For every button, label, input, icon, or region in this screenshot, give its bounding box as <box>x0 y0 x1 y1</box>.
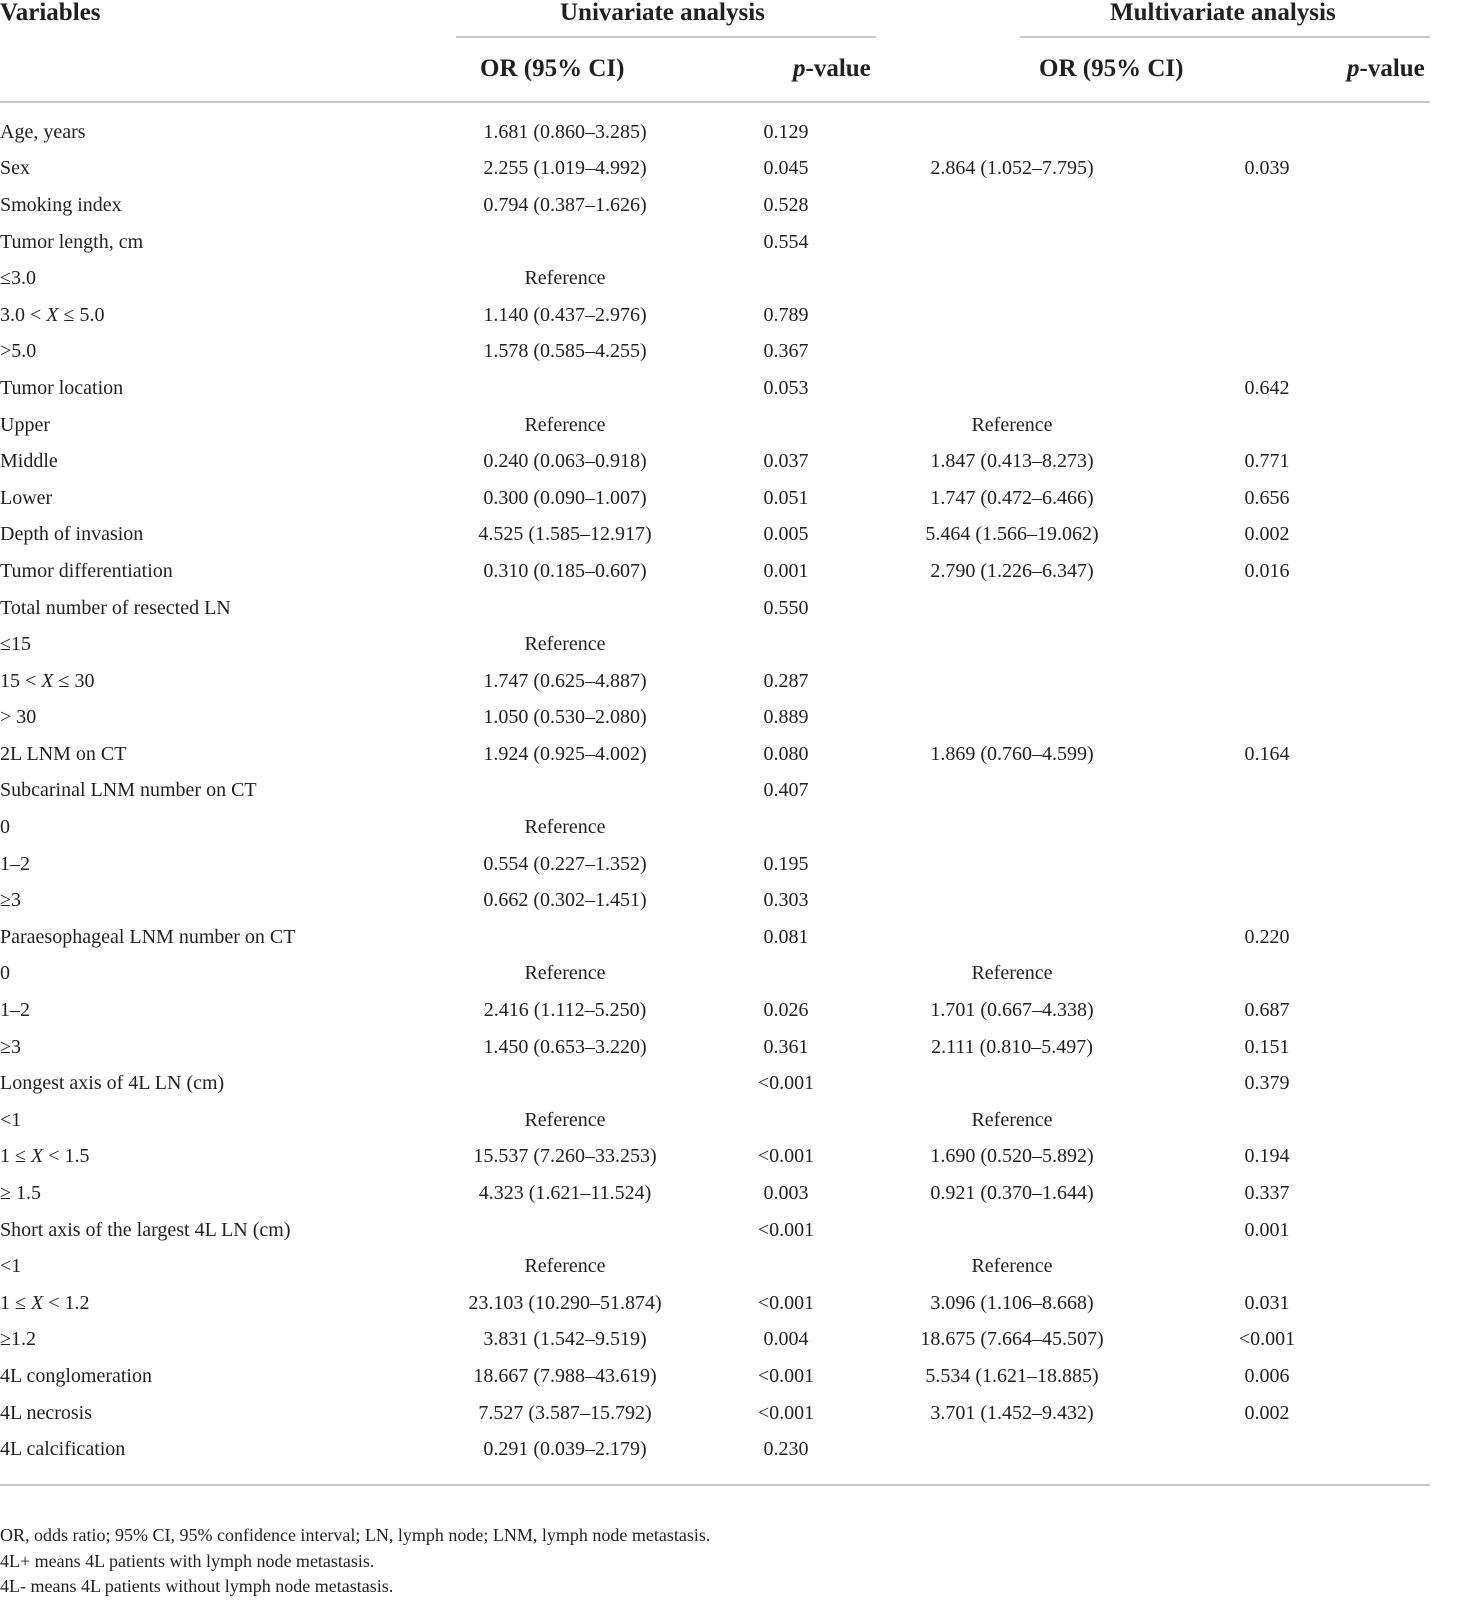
row-label: Middle <box>0 450 58 473</box>
univariate-p-cell: 0.230 <box>763 1438 809 1461</box>
row-label: Depth of invasion <box>0 523 144 546</box>
multivariate-or-cell <box>882 663 1142 700</box>
table-row <box>0 517 1392 554</box>
univariate-or-cell: 4.525 (1.585–12.917) <box>478 523 652 546</box>
table-row <box>0 1065 1392 1102</box>
univariate-or-cell: 0.554 (0.227–1.352) <box>483 852 647 875</box>
univariate-p-cell: <0.001 <box>757 1291 815 1314</box>
univariate-or-cell: 3.831 (1.542–9.519) <box>483 1328 647 1351</box>
univariate-or-cell: Reference <box>524 1108 606 1131</box>
multivariate-p-cell: 0.016 <box>1244 559 1290 582</box>
table-row <box>0 1431 1392 1468</box>
row-label: Smoking index <box>0 193 122 216</box>
row-label: 1–2 <box>0 852 30 875</box>
multivariate-or-cell <box>882 114 1142 151</box>
header-variables: Variables <box>0 0 101 26</box>
table-row <box>0 187 1392 224</box>
multivariate-p-cell <box>1142 114 1392 151</box>
multivariate-or-cell <box>882 1212 1142 1249</box>
multivariate-p-cell <box>1142 846 1392 883</box>
multivariate-p-cell: 0.039 <box>1244 157 1290 180</box>
table-row <box>0 882 1392 919</box>
multivariate-or-cell: 18.675 (7.664–45.507) <box>920 1328 1104 1351</box>
table-row <box>0 1285 1392 1322</box>
row-label: ≤15 <box>0 633 31 656</box>
multivariate-p-cell: 0.337 <box>1244 1182 1290 1205</box>
table-row <box>0 1358 1392 1395</box>
univariate-p-cell: 0.080 <box>763 742 809 765</box>
univariate-p-cell <box>690 1102 882 1139</box>
row-label: > 30 <box>0 706 37 729</box>
multivariate-or-cell <box>882 882 1142 919</box>
table-row <box>0 224 1392 261</box>
row-label: Tumor length, cm <box>0 230 144 253</box>
multivariate-or-cell: 2.790 (1.226–6.347) <box>930 559 1094 582</box>
multivariate-or-cell <box>882 809 1142 846</box>
table-row <box>0 700 1392 737</box>
row-label: 3.0 < X ≤ 5.0 <box>0 303 105 326</box>
row-label: Lower <box>0 486 53 509</box>
table-row <box>0 956 1392 993</box>
row-label: Total number of resected LN <box>0 596 231 619</box>
multivariate-p-cell <box>1142 809 1392 846</box>
univariate-p-cell: 0.045 <box>763 157 809 180</box>
multivariate-p-cell <box>1142 334 1392 371</box>
row-label: ≥3 <box>0 889 21 912</box>
multivariate-or-cell <box>882 846 1142 883</box>
univariate-or-cell: 2.416 (1.112–5.250) <box>483 999 647 1022</box>
multivariate-or-cell: Reference <box>971 1108 1053 1131</box>
header-univariate-p: p-value <box>793 55 871 82</box>
table-row <box>0 480 1392 517</box>
multivariate-or-cell <box>882 260 1142 297</box>
row-label: Tumor location <box>0 376 124 399</box>
multivariate-p-cell: 0.642 <box>1244 376 1290 399</box>
table-row <box>0 1248 1392 1285</box>
multivariate-p-cell <box>1142 882 1392 919</box>
row-label: >5.0 <box>0 340 37 363</box>
multivariate-or-cell: Reference <box>971 962 1053 985</box>
univariate-p-cell: 0.003 <box>763 1182 809 1205</box>
multivariate-or-cell <box>882 919 1142 956</box>
header-univariate: Univariate analysis <box>560 0 765 26</box>
univariate-or-cell <box>440 224 690 261</box>
multivariate-or-cell <box>882 370 1142 407</box>
row-label: ≥1.2 <box>0 1328 36 1351</box>
results-table <box>0 114 1392 1468</box>
multivariate-or-cell <box>882 700 1142 737</box>
multivariate-or-cell: 3.701 (1.452–9.432) <box>930 1401 1094 1424</box>
table-row <box>0 809 1392 846</box>
univariate-or-cell: 4.323 (1.621–11.524) <box>478 1182 652 1205</box>
univariate-or-cell: 1.681 (0.860–3.285) <box>483 120 647 143</box>
multivariate-or-cell <box>882 334 1142 371</box>
row-label: 2L LNM on CT <box>0 742 127 765</box>
multivariate-or-cell: 2.111 (0.810–5.497) <box>931 1035 1093 1058</box>
multivariate-or-cell: 1.869 (0.760–4.599) <box>930 742 1094 765</box>
table-row <box>0 114 1392 151</box>
univariate-p-cell <box>690 407 882 444</box>
table-row <box>0 773 1392 810</box>
row-label: 1–2 <box>0 999 30 1022</box>
multivariate-p-cell: 0.151 <box>1244 1035 1290 1058</box>
univariate-p-cell: 0.889 <box>763 706 809 729</box>
univariate-or-cell: 2.255 (1.019–4.992) <box>483 157 647 180</box>
univariate-p-cell: 0.001 <box>763 559 809 582</box>
multivariate-p-cell: 0.006 <box>1244 1364 1290 1387</box>
table-row <box>0 334 1392 371</box>
header-multivariate: Multivariate analysis <box>1110 0 1336 26</box>
table-row <box>0 1395 1392 1432</box>
univariate-p-cell: 0.303 <box>763 889 809 912</box>
multivariate-or-cell: 1.747 (0.472–6.466) <box>930 486 1094 509</box>
univariate-p-cell: 0.005 <box>763 523 809 546</box>
multivariate-or-cell: 1.690 (0.520–5.892) <box>930 1145 1094 1168</box>
univariate-p-cell: <0.001 <box>757 1072 815 1095</box>
row-label: Upper <box>0 413 50 436</box>
row-label: 0 <box>0 816 10 839</box>
univariate-p-cell: 0.554 <box>763 230 809 253</box>
univariate-p-cell <box>690 626 882 663</box>
table-row <box>0 1212 1392 1249</box>
table-row <box>0 443 1392 480</box>
univariate-or-cell: Reference <box>524 413 606 436</box>
univariate-or-cell <box>440 919 690 956</box>
row-label: ≥3 <box>0 1035 21 1058</box>
multivariate-p-cell <box>1142 1431 1392 1468</box>
univariate-p-cell: 0.528 <box>763 193 809 216</box>
multivariate-or-cell <box>882 224 1142 261</box>
multivariate-p-cell: 0.220 <box>1244 925 1290 948</box>
univariate-or-cell: 23.103 (10.290–51.874) <box>468 1291 662 1314</box>
univariate-or-cell: Reference <box>524 1255 606 1278</box>
table-row <box>0 151 1392 188</box>
table-row <box>0 992 1392 1029</box>
row-label: Subcarinal LNM number on CT <box>0 779 257 802</box>
row-label: <1 <box>0 1255 22 1278</box>
univariate-p-cell: <0.001 <box>757 1145 815 1168</box>
univariate-or-cell: 1.747 (0.625–4.887) <box>483 669 647 692</box>
univariate-p-cell: 0.081 <box>763 925 809 948</box>
multivariate-p-cell: 0.164 <box>1244 742 1290 765</box>
univariate-p-cell: 0.407 <box>763 779 809 802</box>
header-bottom-rule <box>0 101 1430 103</box>
multivariate-p-cell: 0.001 <box>1244 1218 1290 1241</box>
footnotes <box>0 1523 710 1600</box>
multivariate-or-cell <box>882 297 1142 334</box>
header-univariate-or: OR (95% CI) <box>480 55 625 82</box>
univariate-or-cell: 7.527 (3.587–15.792) <box>478 1401 652 1424</box>
row-label: Sex <box>0 157 30 180</box>
multivariate-or-cell: 1.701 (0.667–4.338) <box>930 999 1094 1022</box>
univariate-or-cell: 0.310 (0.185–0.607) <box>483 559 647 582</box>
multivariate-p-cell <box>1142 663 1392 700</box>
univariate-p-cell: 0.287 <box>763 669 809 692</box>
multivariate-p-cell <box>1142 297 1392 334</box>
multivariate-or-cell: 5.464 (1.566–19.062) <box>925 523 1099 546</box>
multivariate-or-cell <box>882 1065 1142 1102</box>
footnote-4l-plus: 4L+ means 4L patients with lymph node metastasis. <box>0 1550 375 1571</box>
univariate-p-cell: <0.001 <box>757 1364 815 1387</box>
univariate-or-cell: 0.300 (0.090–1.007) <box>483 486 647 509</box>
table-row <box>0 1139 1392 1176</box>
univariate-p-cell: 0.053 <box>763 376 809 399</box>
table-row <box>0 663 1392 700</box>
row-label: Short axis of the largest 4L LN (cm) <box>0 1218 291 1241</box>
univariate-or-cell: 15.537 (7.260–33.253) <box>473 1145 657 1168</box>
multivariate-underline <box>1020 36 1430 38</box>
header-multivariate-or: OR (95% CI) <box>1039 55 1184 82</box>
table-bottom-rule <box>0 1484 1430 1486</box>
row-label: 4L calcification <box>0 1438 126 1461</box>
multivariate-or-cell: 0.921 (0.370–1.644) <box>930 1182 1094 1205</box>
univariate-or-cell <box>440 1065 690 1102</box>
univariate-or-cell <box>440 1212 690 1249</box>
univariate-or-cell <box>440 590 690 627</box>
multivariate-p-cell <box>1142 956 1392 993</box>
univariate-or-cell: 0.240 (0.063–0.918) <box>483 450 647 473</box>
header-multivariate-p: p-value <box>1347 55 1425 82</box>
multivariate-p-cell <box>1142 224 1392 261</box>
univariate-or-cell: 1.140 (0.437–2.976) <box>483 303 647 326</box>
table-row <box>0 919 1392 956</box>
multivariate-or-cell <box>882 590 1142 627</box>
univariate-p-cell: 0.004 <box>763 1328 809 1351</box>
univariate-or-cell: 1.924 (0.925–4.002) <box>483 742 647 765</box>
table-row <box>0 1029 1392 1066</box>
row-label: 0 <box>0 962 10 985</box>
univariate-p-cell: 0.789 <box>763 303 809 326</box>
table-row <box>0 846 1392 883</box>
multivariate-p-cell <box>1142 626 1392 663</box>
univariate-or-cell: Reference <box>524 633 606 656</box>
table-row <box>0 297 1392 334</box>
row-label: 1 ≤ X < 1.5 <box>0 1145 90 1168</box>
row-label: ≥ 1.5 <box>0 1182 41 1205</box>
row-label: Paraesophageal LNM number on CT <box>0 925 296 948</box>
multivariate-or-cell: 3.096 (1.106–8.668) <box>930 1291 1094 1314</box>
multivariate-p-cell <box>1142 187 1392 224</box>
multivariate-p-cell <box>1142 407 1392 444</box>
univariate-p-cell <box>690 809 882 846</box>
univariate-p-cell: 0.367 <box>763 340 809 363</box>
multivariate-or-cell: Reference <box>971 413 1053 436</box>
multivariate-or-cell <box>882 1431 1142 1468</box>
univariate-p-cell <box>690 1248 882 1285</box>
table-row <box>0 1102 1392 1139</box>
results-table-body <box>0 114 1392 1468</box>
univariate-or-cell <box>440 773 690 810</box>
footnote-4l-minus: 4L- means 4L patients without lymph node metastasis. <box>0 1576 394 1596</box>
multivariate-p-cell: 0.379 <box>1244 1072 1290 1095</box>
univariate-p-cell: <0.001 <box>757 1218 815 1241</box>
univariate-p-cell: 0.550 <box>763 596 809 619</box>
multivariate-p-cell: 0.687 <box>1244 999 1290 1022</box>
multivariate-or-cell: Reference <box>971 1255 1053 1278</box>
univariate-or-cell: Reference <box>524 962 606 985</box>
univariate-or-cell: 0.794 (0.387–1.626) <box>483 193 647 216</box>
univariate-or-cell <box>440 370 690 407</box>
univariate-p-cell <box>690 260 882 297</box>
multivariate-p-cell <box>1142 700 1392 737</box>
univariate-p-cell: <0.001 <box>757 1401 815 1424</box>
row-label: Tumor differentiation <box>0 559 173 582</box>
univariate-or-cell: 18.667 (7.988–43.619) <box>473 1364 657 1387</box>
multivariate-p-cell: <0.001 <box>1238 1328 1296 1351</box>
multivariate-or-cell <box>882 626 1142 663</box>
univariate-p-cell: 0.195 <box>763 852 809 875</box>
univariate-or-cell: Reference <box>524 816 606 839</box>
multivariate-p-cell: 0.771 <box>1244 450 1290 473</box>
table-row <box>0 736 1392 773</box>
multivariate-or-cell <box>882 187 1142 224</box>
footnote-abbreviations: OR, odds ratio; 95% CI, 95% confidence interval; LN, lymph node; LNM, lymph node metastasis. <box>0 1525 711 1545</box>
multivariate-p-cell <box>1142 1102 1392 1139</box>
univariate-p-cell: 0.026 <box>763 999 809 1022</box>
multivariate-p-cell: 0.002 <box>1244 1401 1290 1424</box>
univariate-p-cell: 0.037 <box>763 450 809 473</box>
row-label: 1 ≤ X < 1.2 <box>0 1291 90 1314</box>
table-row <box>0 407 1392 444</box>
table-row <box>0 260 1392 297</box>
row-label: 15 < X ≤ 30 <box>0 669 95 692</box>
table-row <box>0 370 1392 407</box>
table-row <box>0 1322 1392 1359</box>
multivariate-or-cell: 1.847 (0.413–8.273) <box>930 450 1094 473</box>
table-row <box>0 590 1392 627</box>
row-label: ≤3.0 <box>0 267 36 290</box>
univariate-or-cell: 1.050 (0.530–2.080) <box>483 706 647 729</box>
univariate-underline <box>456 36 876 38</box>
univariate-p-cell: 0.361 <box>763 1035 809 1058</box>
multivariate-p-cell: 0.656 <box>1244 486 1290 509</box>
table-row <box>0 553 1392 590</box>
univariate-p-cell <box>690 956 882 993</box>
multivariate-p-cell: 0.194 <box>1244 1145 1290 1168</box>
row-label: 4L necrosis <box>0 1401 93 1424</box>
univariate-or-cell: 1.578 (0.585–4.255) <box>483 340 647 363</box>
univariate-or-cell: 0.662 (0.302–1.451) <box>483 889 647 912</box>
univariate-p-cell: 0.129 <box>763 120 809 143</box>
row-label: 4L conglomeration <box>0 1364 152 1387</box>
multivariate-p-cell: 0.002 <box>1244 523 1290 546</box>
multivariate-p-cell <box>1142 1248 1392 1285</box>
univariate-or-cell: 1.450 (0.653–3.220) <box>483 1035 647 1058</box>
multivariate-or-cell <box>882 773 1142 810</box>
multivariate-p-cell <box>1142 590 1392 627</box>
row-label: Longest axis of 4L LN (cm) <box>0 1072 225 1095</box>
table-row <box>0 1175 1392 1212</box>
univariate-or-cell: 0.291 (0.039–2.179) <box>483 1438 647 1461</box>
univariate-or-cell: Reference <box>524 267 606 290</box>
multivariate-or-cell: 5.534 (1.621–18.885) <box>925 1364 1099 1387</box>
row-label: <1 <box>0 1108 22 1131</box>
multivariate-p-cell <box>1142 773 1392 810</box>
multivariate-p-cell <box>1142 260 1392 297</box>
multivariate-or-cell: 2.864 (1.052–7.795) <box>930 157 1094 180</box>
row-label: Age, years <box>0 120 86 143</box>
table-row <box>0 626 1392 663</box>
univariate-p-cell: 0.051 <box>763 486 809 509</box>
multivariate-p-cell: 0.031 <box>1244 1291 1290 1314</box>
